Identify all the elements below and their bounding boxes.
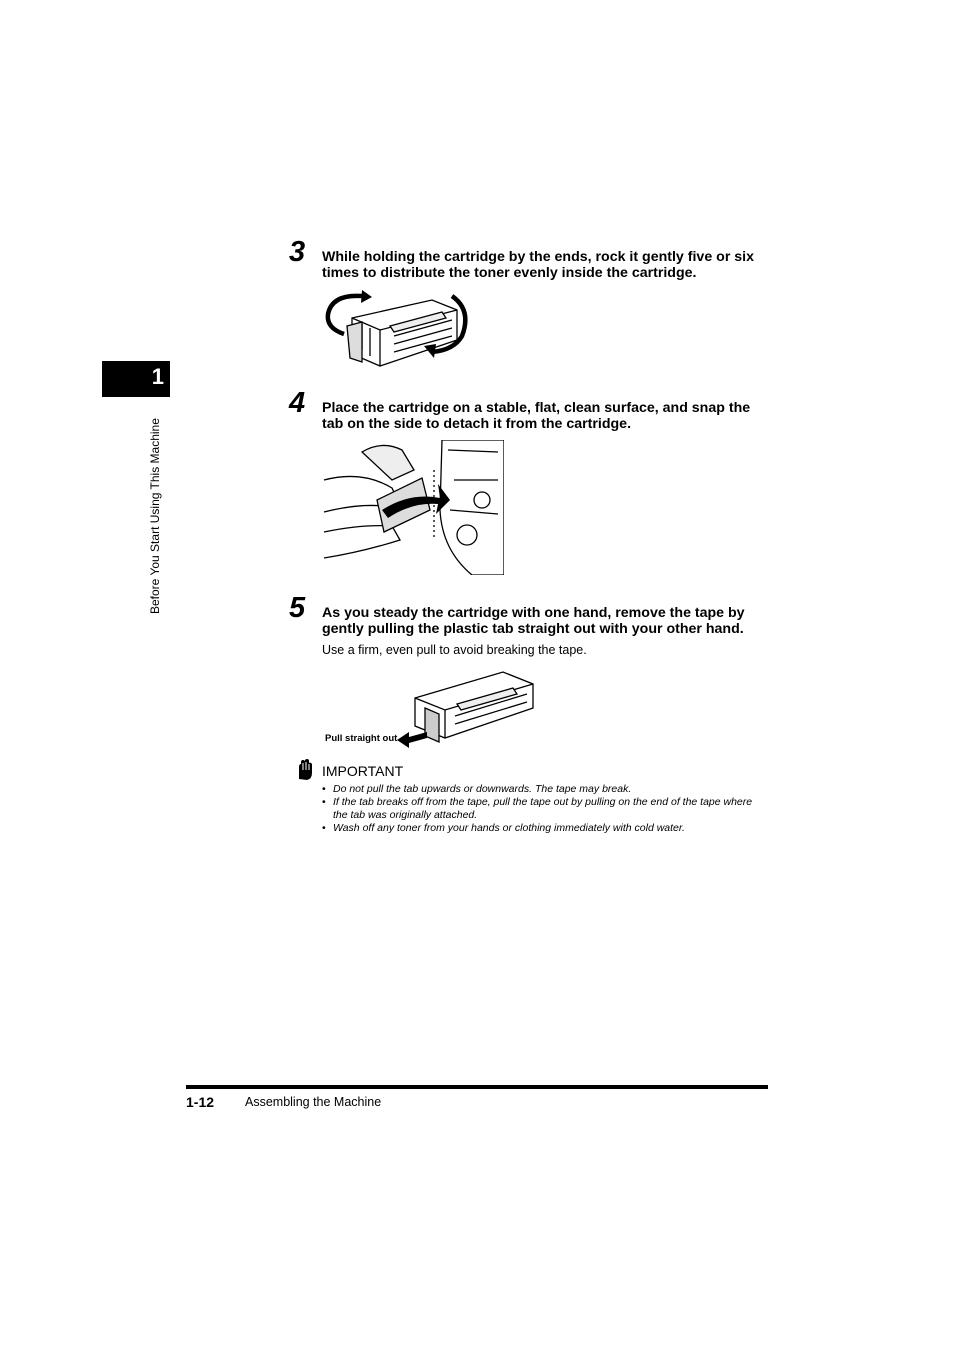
pull-straight-out-label: Pull straight out	[325, 733, 398, 744]
step-5-text: As you steady the cartridge with one hand, remove the tape by gently pulling the plastic tab straight out with your other hand.	[322, 605, 745, 637]
snap-tab-illustration	[322, 440, 504, 575]
footer-rule	[186, 1085, 768, 1089]
important-item: • Wash off any toner from your hands or clothing immediately with cold water.	[322, 822, 762, 835]
chapter-side-title: Before You Start Using This Machine	[148, 418, 162, 614]
step-3-text: While holding the cartridge by the ends, rock it gently five or six times to distribute the toner evenly inside the cartridge.	[322, 249, 755, 281]
step-5-number: 5	[289, 592, 306, 624]
page-number: 1-12	[186, 1094, 215, 1110]
rock-cartridge-illustration	[322, 288, 472, 374]
step-5-note: Use a firm, even pull to avoid breaking the tape.	[322, 643, 587, 657]
important-item: • If the tab breaks off from the tape, pull the tape out by pulling on the end of the tape where the tab was originally attached.	[322, 796, 762, 822]
step-4-number: 4	[289, 387, 306, 419]
step-4-text: Place the cartridge on a stable, flat, clean surface, and snap the tab on the side to detach it from the cartridge.	[322, 400, 751, 432]
important-hand-icon	[295, 759, 315, 781]
important-label: IMPORTANT	[322, 763, 404, 779]
chapter-tab	[102, 361, 170, 397]
important-list	[322, 783, 762, 835]
important-item: • Do not pull the tab upwards or downwards. The tape may break.	[322, 783, 762, 796]
step-3-number: 3	[289, 236, 306, 268]
chapter-number: 1	[151, 364, 164, 389]
footer-section-title: Assembling the Machine	[245, 1095, 382, 1109]
pull-tape-illustration	[395, 668, 537, 750]
